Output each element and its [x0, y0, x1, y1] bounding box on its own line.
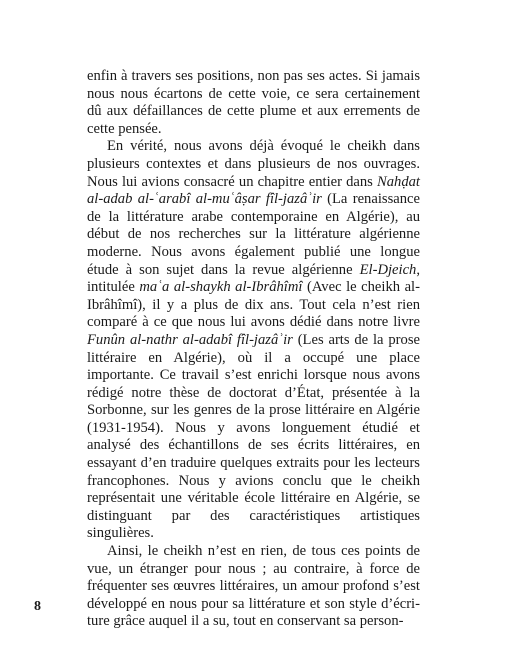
paragraph-1-run-1: enfin à travers ses positions, non pas ses actes. Si jamais nous nous écartons de cette voie, ce sera certainement dû aux défaillances de cette plume et aux errements de cette pensée. — [87, 68, 420, 137]
paragraph-2-title-el-djeich: El-Djeich — [359, 261, 417, 278]
page-number: 8 — [34, 599, 41, 614]
paragraph-2-run-9: (Les arts de la prose littéraire en Algérie), où il a occupé une place importante. Ce travail s’est enrichi lorsque nous avons rédigé notre thèse de doctorat d’État, présentée à la Sorbonne, sur les genres de la prose littéraire en Algérie (1931-1954). Nous y avons longuement étudié et analysé des échantillons de ses écrits littéraires, en essayant d’en traduire quelques extraits pour les lecteurs francophones. Nous y avions conclu que le cheikh représentait une véritable école littéraire en Algérie, se distinguant par des caractéristiques artistiques singulières. — [87, 331, 420, 542]
body-text — [87, 68, 420, 631]
paragraph-2-run-1: En vérité, nous avons déjà évoqué le cheikh dans plusieurs contextes et dans plusieurs de nos ouvrages. Nous lui avions consacré un chapitre entier dans — [87, 138, 420, 190]
paragraph-2 — [87, 138, 420, 543]
paragraph-2-run-5: , intitulée — [87, 261, 420, 296]
paragraph-2-title-nahdat: Nahḍat al-adab al-ʿarabî al-muʿâṣar fîl-jazâʾir — [87, 173, 420, 208]
paragraph-2-run-3: (La renaissance de la littérature arabe contemporaine en Algérie), au début de nos recherches sur la littérature algérienne moderne. Nous avons également publié une longue étude à son sujet dans la revue algérienne — [87, 191, 420, 278]
paragraph-2-title-funun: Funûn al-nathr al-adabî fîl-jazâʾir — [87, 331, 293, 348]
paragraph-2-title-maa: maʿa al-shaykh al-Ibrâhîmî — [139, 279, 303, 296]
paragraph-2-run-7: (Avec le cheikh al-Ibrâhîmî), il y a plus de dix ans. Tout cela n’est rien comparé à ce que nous lui avons dédié dans notre livre — [87, 279, 420, 331]
paragraph-3 — [87, 543, 420, 631]
paragraph-3-run-1: Ainsi, le cheikh n’est en rien, de tous ces points de vue, un étranger pour nous ; au contraire, à force de fréquenter ses œuvres littéraires, un amour profond s’est développé en nous pour sa littérature et son style d’écriture grâce auquel il a su, tout en conservant sa person- — [87, 543, 420, 630]
paragraph-1 — [87, 68, 420, 138]
